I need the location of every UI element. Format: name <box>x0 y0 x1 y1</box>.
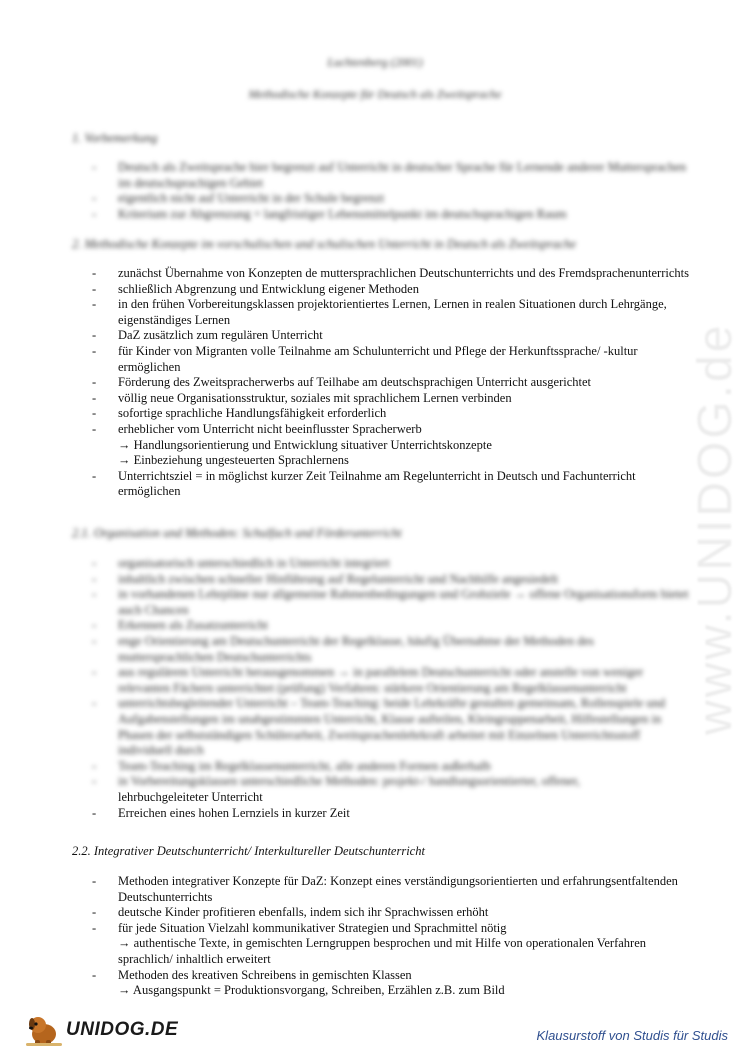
list-item: - inhaltlich zwischen schneller Hinführung auf Regelunterricht und Nachhilfe angesiedelt <box>92 571 559 586</box>
list-item: - in Vorbereitungsklassen unterschiedliche Methoden: projekt-/ handlungsorientierter, offener, lehrbuchgeleiteter Unterricht <box>92 774 692 805</box>
section-heading-1: 1. Vorbemerkung <box>72 131 158 145</box>
blurred-text: in Vorbereitungsklassen unterschiedliche Methoden: projekt-/ handlungsorientierter, offener, <box>118 774 581 789</box>
arrow-subitem: → authentische Texte, in gemischten Lerngruppen besprochen und mit Hilfe von operationalen Verfahren sprachlich/ inhaltlich erweitert <box>118 936 647 966</box>
list-item: - völlig neue Organisationsstruktur, soziales mit sprachlichem Lernen verbinden <box>92 390 512 405</box>
list-item: - enge Orientierung am Deutschunterricht der Regelklasse, häufig Übernahme der Methoden des muttersprachlichen Deutschunterrichts <box>92 633 594 664</box>
list-item: - sofortige sprachliche Handlungsfähigkeit erforderlich <box>92 406 387 421</box>
section-heading-2-2: 2.2. Integrativer Deutschunterricht/ Interkultureller Deutschunterricht <box>72 844 425 858</box>
footer-tagline: Klausurstoff von Studis für Studis <box>536 1028 728 1043</box>
list-item: - erheblicher vom Unterricht nicht beeinflusster Spracherwerb → Handlungsorientierung und Entwicklung situativer Unterrichtskonzepte → Einbeziehung ungesteuerten Sprachlernens <box>92 422 692 469</box>
arrow-subitem: → Einbeziehung ungesteuerten Sprachlernens <box>118 453 349 468</box>
visible-text: lehrbuchgeleiteter Unterricht <box>118 789 263 804</box>
list-item: - DaZ zusätzlich zum regulären Unterricht <box>92 328 323 343</box>
list-item: - in vorhandenen Lehrpläne nur allgemeine Rahmenbedingungen und Grobziele → offene Organisationsform bietet auch Chancen <box>92 587 689 617</box>
list-item: - Methoden integrativer Konzepte für DaZ: Konzept eines verständigungsorientierten und erfahrungsentfaltenden Deutschunterrichts <box>92 874 678 904</box>
arrow-subitem: → Handlungsorientierung und Entwicklung situativer Unterrichtskonzepte <box>118 437 492 452</box>
list-item: - unterrichtsbegleitender Unterricht – Team-Teaching: beide Lehrkräfte gestalten gemeinsam, Rollenspiele und Aufgabenstellungen im unabgestimmten Unterricht, Klasse aufteilen, Kleingruppenarbeit, Hilfestellungen in Phasen der selbstständigen Schülerarbeit, Zweitsprachenlehrkraft arbeitet mit Einzelnen Unterrichtsstoff individuell durch <box>92 696 666 758</box>
list-item: - Unterrichtsziel = in möglichst kurzer Zeit Teilnahme am Regelunterricht in Deutsch und Fachunterricht ermöglichen <box>92 468 636 499</box>
list-item: - schließlich Abgrenzung und Entwicklung eigener Methoden <box>92 281 419 296</box>
section-2-1-list <box>92 556 692 821</box>
list-item: - in den frühen Vorbereitungsklassen projektorientiertes Lernen, Lernen in realen Situationen durch Lehrgänge, eigenständiges Lernen <box>92 297 667 327</box>
list-item: - Methoden des kreativen Schreibens in gemischten Klassen → Ausgangspunkt = Produktionsvorgang, Schreiben, Erzählen z.B. zum Bild <box>92 968 692 999</box>
section-heading-2-1: 2.1. Organisation und Methoden: Schulfach und Förderunterricht <box>72 526 402 540</box>
document-title: Methodische Konzepte für Deutsch als Zweitsprache <box>248 87 502 101</box>
section-1-list <box>92 160 692 222</box>
list-item: - aus regulärem Unterricht herausgenommen → in parallelem Deutschunterricht oder anstelle von weniger relevanten Fächern unterrichtet (prüfung) Verfahren: stärkere Orientierung am Regelklassenunterricht <box>92 665 644 695</box>
logo-text: UNIDOG.DE <box>66 1019 179 1040</box>
list-item: - Team-Teaching im Regelklassenunterricht, alle anderen Formen außerhalb <box>92 758 491 773</box>
watermark: www.UNIDOG.de <box>689 322 742 735</box>
list-item: - Erkennen als Zusatzunterricht <box>92 618 268 633</box>
list-item: - zunächst Übernahme von Konzepten de muttersprachlichen Deutschunterrichts und des Fremdsprachenunterrichts <box>92 266 689 280</box>
footer-logo[interactable] <box>24 1010 178 1050</box>
dog-icon <box>24 1012 64 1048</box>
list-item: - Förderung des Zweitspracherwerbs auf Teilhabe am deutschsprachigen Unterricht ausgerichtet <box>92 375 592 390</box>
list-item: - Kriterium zur Abgrenzung = langfristiger Lebensmittelpunkt im deutschsprachigen Raum <box>92 206 567 221</box>
section-heading-2: 2. Methodische Konzepte im vorschulischen und schulischen Unterricht in Deutsch als Zweitsprache <box>72 237 577 251</box>
section-2-2-list <box>92 874 692 999</box>
list-item: - Erreichen eines hohen Lernziels in kurzer Zeit <box>92 805 350 820</box>
list-item: - organisatorisch unterschiedlich in Unterricht integriert <box>92 556 390 570</box>
document-author: Luchtenberg (2001) <box>327 55 423 69</box>
list-item: - für Kinder von Migranten volle Teilnahme am Schulunterricht und Pflege der Herkunftssprache/ -kultur ermöglichen <box>92 343 638 374</box>
section-2-list <box>92 266 692 500</box>
list-item: - deutsche Kinder profitieren ebenfalls, indem sich ihr Sprachwissen erhöht <box>92 905 489 920</box>
arrow-subitem: → Ausgangspunkt = Produktionsvorgang, Schreiben, Erzählen z.B. zum Bild <box>118 983 505 998</box>
list-item: - eigentlich nicht auf Unterricht in der Schule begrenzt <box>92 191 385 206</box>
list-item: - für jede Situation Vielzahl kommunikativer Strategien und Sprachmittel nötig → authentische Texte, in gemischten Lerngruppen besprochen und mit Hilfe von operationalen Verfahren sprachlich/ inhaltlich erweitert <box>92 921 692 968</box>
list-item: - Deutsch als Zweitsprache hier begrenzt auf Unterricht in deutscher Sprache für Lernende anderer Muttersprachen im deutschsprachigen Gebiet <box>92 160 687 190</box>
